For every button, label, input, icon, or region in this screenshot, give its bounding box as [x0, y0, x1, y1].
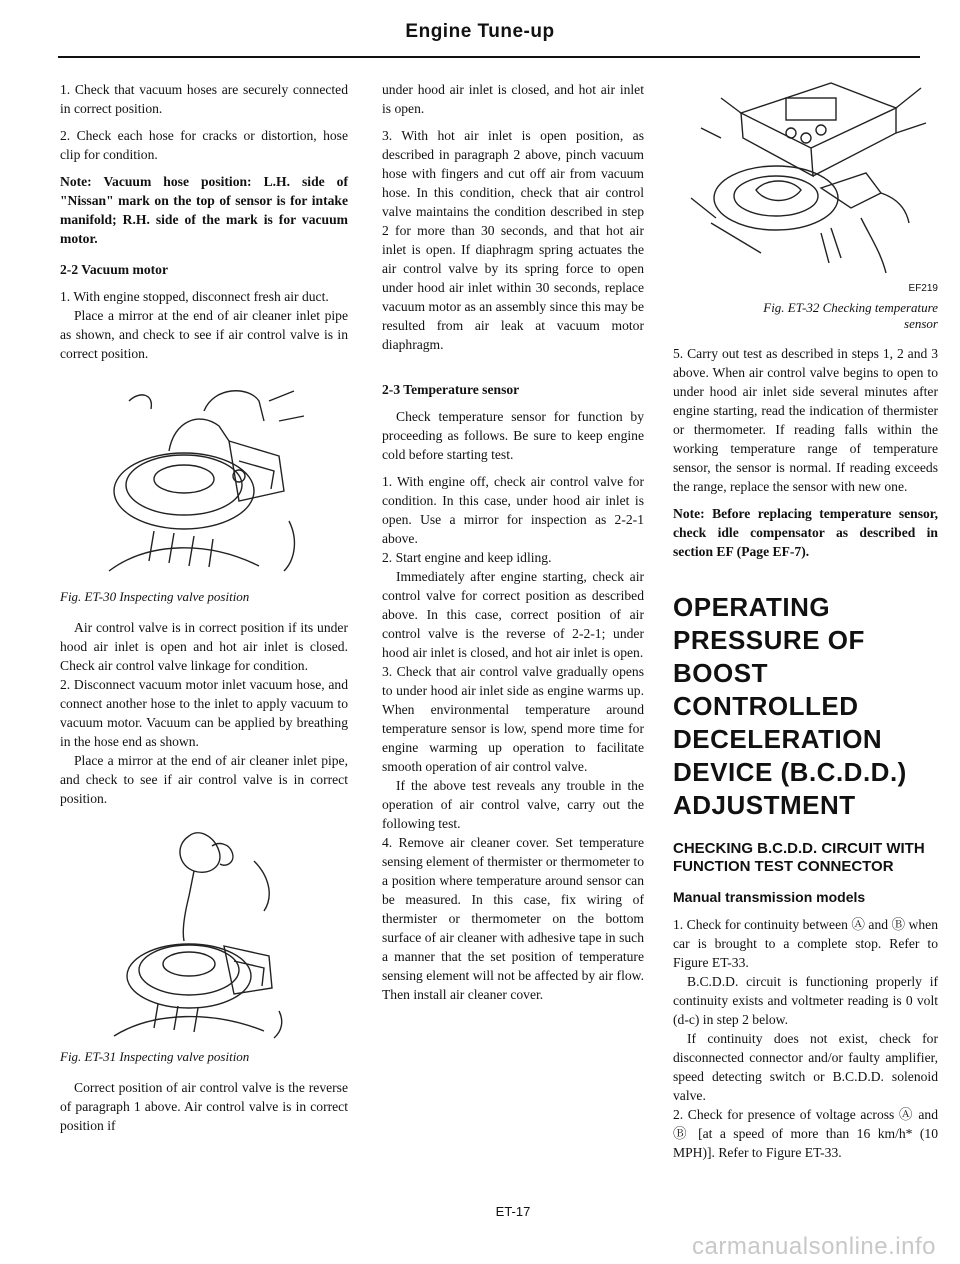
paragraph: Place a mirror at the end of air cleaner inlet pipe as shown, and check to see if air control valve is in correct position. [60, 308, 348, 361]
figure-caption-line: Fig. ET-32 Checking temperature [763, 300, 938, 315]
figure-caption: Fig. ET-30 Inspecting valve position [60, 589, 250, 604]
figure-caption: Fig. ET-31 Inspecting valve position [60, 1049, 250, 1064]
paragraph: If the above test reveals any trouble in the operation of air control valve, carry out the following test. [382, 778, 644, 831]
paragraph: under hood air inlet is closed, and hot air inlet is open. [382, 82, 644, 116]
column-right [673, 78, 938, 1162]
valve-inspection-breathing-illustration [94, 816, 314, 1041]
paragraph: 2. Start engine and keep idling. [382, 550, 552, 565]
page-header-title: Engine Tune-up [405, 21, 555, 42]
figure-et32 [673, 78, 938, 283]
paragraph: B.C.D.D. circuit is functioning properly if continuity exists and voltmeter reading is 0 volt (d-c) in step 2 below. [673, 974, 938, 1027]
paragraph: 5. Carry out test as described in steps 1, 2 and 3 above. When air control valve begins to open to under hood air inlet side several minutes after engine starting, read the indication of thermister or thermometer. If reading falls within the working temperature range of temperature sensor, the sensor is normal. If reading exceeds the range, replace the sensor with new one. [673, 346, 938, 494]
subheading: 2-3 Temperature sensor [382, 382, 520, 397]
paragraph: 2. Check each hose for cracks or distortion, hose clip for condition. [60, 128, 348, 162]
paragraph: 2. Disconnect vacuum motor inlet vacuum hose, and connect another hose to the inlet to apply vacuum to vacuum motor. Vacuum can be applied by breathing in the hose end as shown. [60, 677, 348, 749]
note: Note: Before replacing temperature sensor, check idle compensator as described in section EF (Page EF-7). [673, 506, 938, 559]
figure-code: EF219 [908, 283, 938, 294]
figure-caption-line: sensor [904, 316, 938, 331]
note: Note: Vacuum hose position: L.H. side of "Nissan" mark on the top of sensor is for intake manifold; R.H. side of the mark is for vacuum motor. [60, 174, 348, 246]
paragraph: 1. With engine off, check air control valve for condition. In this case, under hood air inlet is open. Use a mirror for inspection as 2-2-1 above. [382, 474, 644, 546]
paragraph: 3. Check that air control valve gradually opens to under hood air inlet side as engine warms up. When environmental temperature around temperature sensor is low, spend more time for engine warming up operation to facilitate smooth operation of air control valve. [382, 664, 644, 774]
subsection-heading: CHECKING B.C.D.D. CIRCUIT WITH FUNCTION TEST CONNECTOR [673, 840, 925, 875]
paragraph: Place a mirror at the end of air cleaner inlet pipe, and check to see if air control valve is in correct position. [60, 753, 348, 806]
paragraph: Check temperature sensor for function by proceeding as follows. Be sure to keep engine cold before starting test. [382, 409, 644, 462]
temperature-sensor-illustration [681, 78, 931, 283]
paragraph: 4. Remove air cleaner cover. Set temperature sensing element of thermister or thermometer to a position where temperature around sensor can be measured. In this case, fix wiring of thermister or thermometer on the bottom surface of air cleaner with adhesive tape in such a manner that the set position of temperature sensing element will not be affected by air flow. Then install air cleaner cover. [382, 835, 644, 1002]
paragraph: 3. With hot air inlet is open position, as described in paragraph 2 above, pinch vacuum hose with fingers and cut off air from vacuum hose. In this condition, check that air control valve maintains the condition described in step 2 for more than 30 seconds, and that hot air inlet is open. If diaphragm spring actuates the air control valve by its spring force to open under hood air inlet within 30 seconds, replace vacuum motor as an assembly since this may be resulted from air leak at vacuum motor diaphragm. [382, 128, 644, 352]
header-rule [58, 56, 920, 58]
paragraph: 1. Check that vacuum hoses are securely connected in correct position. [60, 82, 348, 116]
column-left [60, 80, 348, 1135]
paragraph: Correct position of air control valve is the reverse of paragraph 1 above. Air control valve is in correct position if [60, 1080, 348, 1133]
figure-caption [673, 300, 938, 332]
subheading: 2-2 Vacuum motor [60, 262, 168, 277]
section-heading: OPERATING PRESSURE OF BOOST CONTROLLED DECELERATION DEVICE (B.C.D.D.) ADJUSTMENT [673, 592, 907, 820]
valve-inspection-illustration [89, 381, 319, 581]
minor-heading: Manual transmission models [673, 889, 866, 905]
figure-et30 [60, 381, 348, 581]
paragraph: If continuity does not exist, check for disconnected connector and/or faulty amplifier, speed detecting switch or B.C.D.D. solenoid valve. [673, 1031, 938, 1103]
paragraph: 1. Check for continuity between Ⓐ and Ⓑ when car is brought to a complete stop. Refer to Figure ET-33. [673, 917, 938, 970]
paragraph: 2. Check for presence of voltage across Ⓐ and Ⓑ [at a speed of more than 16 km/h* (10 MPH)]. Refer to Figure ET-33. [673, 1107, 938, 1160]
watermark: carmanualsonline.info [692, 1233, 936, 1260]
column-middle [382, 80, 644, 1004]
paragraph: Air control valve is in correct position if its under hood air inlet is open and hot air inlet is closed. Check air control valve linkage for condition. [60, 620, 348, 673]
paragraph: Immediately after engine starting, check air control valve for correct position as described above. In this case, correct position of air control valve is the reverse of 2-2-1; under hood air inlet is closed, and hot air inlet is open. [382, 569, 644, 660]
figure-et31 [60, 816, 348, 1041]
paragraph: 1. With engine stopped, disconnect fresh air duct. [60, 289, 329, 304]
page-number: ET-17 [495, 1204, 531, 1219]
